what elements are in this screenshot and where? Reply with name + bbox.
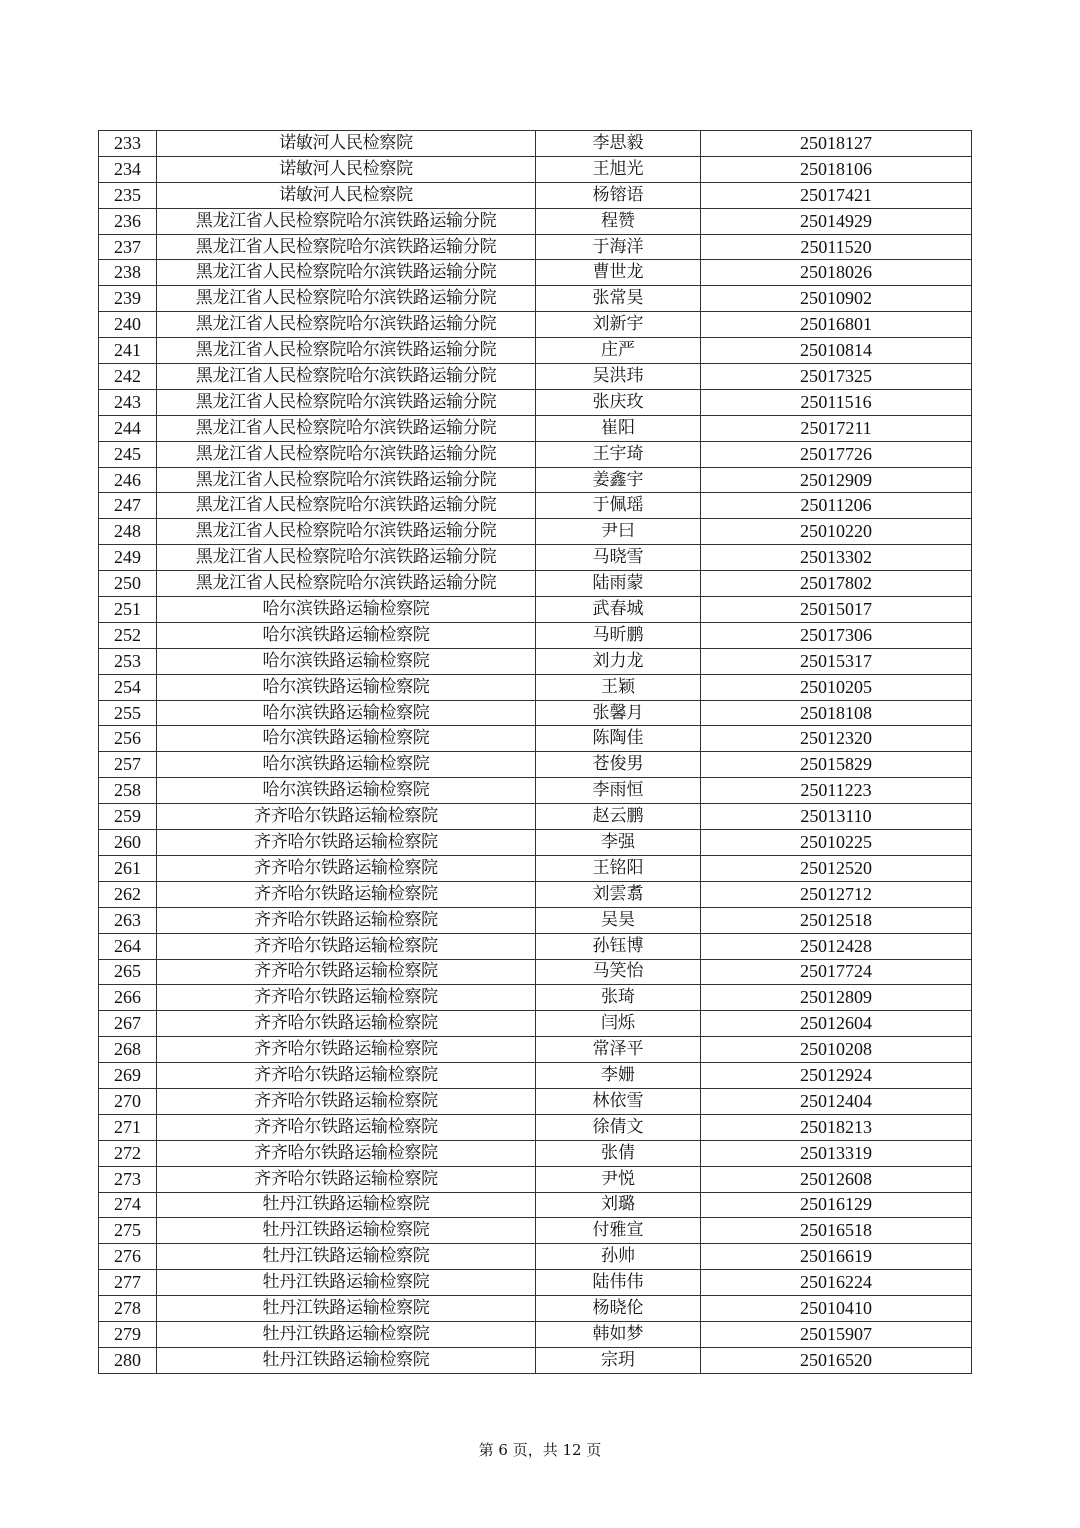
exam-id-cell: 25010208 [701,1037,972,1063]
table-row [99,156,972,182]
unit-cell: 黑龙江省人民检察院哈尔滨铁路运输分院 [157,208,536,234]
exam-id-cell: 25017802 [701,571,972,597]
exam-id-cell: 25017325 [701,364,972,390]
exam-id-cell: 25015017 [701,597,972,623]
unit-cell: 哈尔滨铁路运输检察院 [157,597,536,623]
unit-cell: 黑龙江省人民检察院哈尔滨铁路运输分院 [157,364,536,390]
table-row [99,959,972,985]
table-row [99,648,972,674]
row-number-cell: 247 [99,493,157,519]
name-cell: 常泽平 [536,1037,701,1063]
row-number-cell: 257 [99,752,157,778]
name-cell: 张常昊 [536,286,701,312]
table-row [99,1088,972,1114]
exam-id-cell: 25012809 [701,985,972,1011]
name-cell: 王铭阳 [536,855,701,881]
name-cell: 韩如梦 [536,1321,701,1347]
table-row [99,493,972,519]
exam-id-cell: 25018108 [701,700,972,726]
row-number-cell: 234 [99,156,157,182]
name-cell: 崔阳 [536,415,701,441]
name-cell: 李思毅 [536,131,701,157]
name-cell: 陈陶佳 [536,726,701,752]
row-number-cell: 264 [99,933,157,959]
name-cell: 刘力龙 [536,648,701,674]
name-cell: 曹世龙 [536,260,701,286]
row-number-cell: 246 [99,467,157,493]
row-number-cell: 236 [99,208,157,234]
table-row [99,389,972,415]
unit-cell: 哈尔滨铁路运输检察院 [157,648,536,674]
row-number-cell: 242 [99,364,157,390]
name-cell: 马晓雪 [536,545,701,571]
row-number-cell: 254 [99,674,157,700]
exam-id-cell: 25018026 [701,260,972,286]
unit-cell: 齐齐哈尔铁路运输检察院 [157,959,536,985]
exam-id-cell: 25011223 [701,778,972,804]
row-number-cell: 263 [99,907,157,933]
unit-cell: 黑龙江省人民检察院哈尔滨铁路运输分院 [157,286,536,312]
table-body [99,131,972,1374]
row-number-cell: 261 [99,855,157,881]
exam-id-cell: 25012518 [701,907,972,933]
exam-id-cell: 25012909 [701,467,972,493]
row-number-cell: 237 [99,234,157,260]
name-cell: 武春城 [536,597,701,623]
name-cell: 付雅宣 [536,1218,701,1244]
row-number-cell: 233 [99,131,157,157]
row-number-cell: 256 [99,726,157,752]
unit-cell: 诺敏河人民检察院 [157,156,536,182]
exam-id-cell: 25018213 [701,1114,972,1140]
row-number-cell: 273 [99,1166,157,1192]
name-cell: 刘雲翥 [536,881,701,907]
row-number-cell: 274 [99,1192,157,1218]
name-cell: 张庆玫 [536,389,701,415]
name-cell: 杨晓伦 [536,1296,701,1322]
name-cell: 王旭光 [536,156,701,182]
name-cell: 刘新宇 [536,312,701,338]
table-row [99,1011,972,1037]
exam-id-cell: 25017306 [701,622,972,648]
table-row [99,467,972,493]
table-row [99,260,972,286]
table-row [99,804,972,830]
name-cell: 尹曰 [536,519,701,545]
exam-id-cell: 25012320 [701,726,972,752]
name-cell: 程赞 [536,208,701,234]
exam-id-cell: 25011516 [701,389,972,415]
row-number-cell: 251 [99,597,157,623]
exam-id-cell: 25011206 [701,493,972,519]
exam-id-cell: 25016520 [701,1347,972,1373]
row-number-cell: 249 [99,545,157,571]
table-row [99,1063,972,1089]
row-number-cell: 265 [99,959,157,985]
name-cell: 宗玥 [536,1347,701,1373]
exam-id-cell: 25015317 [701,648,972,674]
exam-id-cell: 25012404 [701,1088,972,1114]
name-cell: 苍俊男 [536,752,701,778]
exam-id-cell: 25017724 [701,959,972,985]
exam-id-cell: 25013110 [701,804,972,830]
name-cell: 闫烁 [536,1011,701,1037]
unit-cell: 黑龙江省人民检察院哈尔滨铁路运输分院 [157,389,536,415]
row-number-cell: 267 [99,1011,157,1037]
row-number-cell: 245 [99,441,157,467]
unit-cell: 齐齐哈尔铁路运输检察院 [157,1011,536,1037]
unit-cell: 牡丹江铁路运输检察院 [157,1321,536,1347]
row-number-cell: 272 [99,1140,157,1166]
exam-id-cell: 25018106 [701,156,972,182]
table-row [99,545,972,571]
name-cell: 张倩 [536,1140,701,1166]
row-number-cell: 240 [99,312,157,338]
exam-id-cell: 25012604 [701,1011,972,1037]
unit-cell: 齐齐哈尔铁路运输检察院 [157,1037,536,1063]
unit-cell: 齐齐哈尔铁路运输检察院 [157,933,536,959]
row-number-cell: 244 [99,415,157,441]
name-cell: 庄严 [536,338,701,364]
row-number-cell: 250 [99,571,157,597]
unit-cell: 牡丹江铁路运输检察院 [157,1270,536,1296]
unit-cell: 齐齐哈尔铁路运输检察院 [157,1114,536,1140]
unit-cell: 哈尔滨铁路运输检察院 [157,700,536,726]
table-row [99,830,972,856]
table-row [99,907,972,933]
name-cell: 尹悦 [536,1166,701,1192]
exam-id-cell: 25011520 [701,234,972,260]
exam-id-cell: 25012428 [701,933,972,959]
unit-cell: 牡丹江铁路运输检察院 [157,1296,536,1322]
unit-cell: 哈尔滨铁路运输检察院 [157,674,536,700]
exam-id-cell: 25010225 [701,830,972,856]
unit-cell: 牡丹江铁路运输检察院 [157,1347,536,1373]
row-number-cell: 270 [99,1088,157,1114]
table-row [99,1347,972,1373]
page-footer: 第 6 页，共 12 页 [478,1441,602,1459]
table-row [99,1192,972,1218]
row-number-cell: 271 [99,1114,157,1140]
name-cell: 吴昊 [536,907,701,933]
table-row [99,131,972,157]
table-row [99,338,972,364]
name-cell: 李姗 [536,1063,701,1089]
table-row [99,312,972,338]
unit-cell: 牡丹江铁路运输检察院 [157,1218,536,1244]
row-number-cell: 278 [99,1296,157,1322]
table-row [99,234,972,260]
unit-cell: 诺敏河人民检察院 [157,131,536,157]
unit-cell: 齐齐哈尔铁路运输检察院 [157,1140,536,1166]
exam-id-cell: 25010410 [701,1296,972,1322]
exam-id-cell: 25012712 [701,881,972,907]
name-cell: 马昕鹏 [536,622,701,648]
unit-cell: 齐齐哈尔铁路运输检察院 [157,881,536,907]
name-cell: 孙帅 [536,1244,701,1270]
table-row [99,674,972,700]
row-number-cell: 262 [99,881,157,907]
name-cell: 马笑怡 [536,959,701,985]
name-cell: 刘璐 [536,1192,701,1218]
table-row [99,985,972,1011]
unit-cell: 齐齐哈尔铁路运输检察院 [157,907,536,933]
row-number-cell: 279 [99,1321,157,1347]
name-cell: 王颖 [536,674,701,700]
table-row [99,571,972,597]
exam-id-cell: 25016224 [701,1270,972,1296]
row-number-cell: 238 [99,260,157,286]
exam-id-cell: 25010902 [701,286,972,312]
unit-cell: 齐齐哈尔铁路运输检察院 [157,985,536,1011]
row-number-cell: 276 [99,1244,157,1270]
unit-cell: 哈尔滨铁路运输检察院 [157,622,536,648]
candidate-table [98,130,972,1374]
table-row [99,1218,972,1244]
row-number-cell: 252 [99,622,157,648]
table-row [99,1270,972,1296]
table-row [99,1296,972,1322]
name-cell: 陆伟伟 [536,1270,701,1296]
unit-cell: 黑龙江省人民检察院哈尔滨铁路运输分院 [157,467,536,493]
row-number-cell: 277 [99,1270,157,1296]
name-cell: 吴洪玮 [536,364,701,390]
name-cell: 于佩瑶 [536,493,701,519]
exam-id-cell: 25017421 [701,182,972,208]
row-number-cell: 243 [99,389,157,415]
exam-id-cell: 25014929 [701,208,972,234]
table-row [99,364,972,390]
table-row [99,1321,972,1347]
exam-id-cell: 25016518 [701,1218,972,1244]
row-number-cell: 258 [99,778,157,804]
name-cell: 王宇琦 [536,441,701,467]
row-number-cell: 253 [99,648,157,674]
name-cell: 陆雨蒙 [536,571,701,597]
exam-id-cell: 25015907 [701,1321,972,1347]
table-row [99,1166,972,1192]
unit-cell: 哈尔滨铁路运输检察院 [157,726,536,752]
exam-id-cell: 25010814 [701,338,972,364]
unit-cell: 黑龙江省人民检察院哈尔滨铁路运输分院 [157,312,536,338]
unit-cell: 齐齐哈尔铁路运输检察院 [157,1063,536,1089]
row-number-cell: 260 [99,830,157,856]
table-row [99,519,972,545]
row-number-cell: 248 [99,519,157,545]
unit-cell: 哈尔滨铁路运输检察院 [157,752,536,778]
table-row [99,1037,972,1063]
exam-id-cell: 25015829 [701,752,972,778]
table-row [99,752,972,778]
name-cell: 赵云鹏 [536,804,701,830]
row-number-cell: 235 [99,182,157,208]
row-number-cell: 268 [99,1037,157,1063]
name-cell: 李雨恒 [536,778,701,804]
row-number-cell: 280 [99,1347,157,1373]
name-cell: 徐倩文 [536,1114,701,1140]
exam-id-cell: 25013302 [701,545,972,571]
exam-id-cell: 25010220 [701,519,972,545]
name-cell: 李强 [536,830,701,856]
row-number-cell: 266 [99,985,157,1011]
unit-cell: 齐齐哈尔铁路运输检察院 [157,1088,536,1114]
name-cell: 林依雪 [536,1088,701,1114]
exam-id-cell: 25012520 [701,855,972,881]
table-row [99,208,972,234]
unit-cell: 黑龙江省人民检察院哈尔滨铁路运输分院 [157,441,536,467]
unit-cell: 齐齐哈尔铁路运输检察院 [157,804,536,830]
name-cell: 于海洋 [536,234,701,260]
unit-cell: 齐齐哈尔铁路运输检察院 [157,830,536,856]
table-row [99,855,972,881]
exam-id-cell: 25013319 [701,1140,972,1166]
table-row [99,1114,972,1140]
table-row [99,700,972,726]
table-row [99,1140,972,1166]
name-cell: 张馨月 [536,700,701,726]
table-row [99,881,972,907]
row-number-cell: 255 [99,700,157,726]
name-cell: 姜鑫宇 [536,467,701,493]
table-row [99,441,972,467]
exam-id-cell: 25012924 [701,1063,972,1089]
table-row [99,726,972,752]
exam-id-cell: 25018127 [701,131,972,157]
exam-id-cell: 25016619 [701,1244,972,1270]
row-number-cell: 241 [99,338,157,364]
table-row [99,597,972,623]
table-row [99,415,972,441]
exam-id-cell: 25017726 [701,441,972,467]
unit-cell: 黑龙江省人民检察院哈尔滨铁路运输分院 [157,338,536,364]
unit-cell: 牡丹江铁路运输检察院 [157,1192,536,1218]
exam-id-cell: 25016129 [701,1192,972,1218]
unit-cell: 黑龙江省人民检察院哈尔滨铁路运输分院 [157,260,536,286]
unit-cell: 黑龙江省人民检察院哈尔滨铁路运输分院 [157,571,536,597]
table-row [99,933,972,959]
unit-cell: 黑龙江省人民检察院哈尔滨铁路运输分院 [157,519,536,545]
unit-cell: 黑龙江省人民检察院哈尔滨铁路运输分院 [157,493,536,519]
unit-cell: 牡丹江铁路运输检察院 [157,1244,536,1270]
unit-cell: 齐齐哈尔铁路运输检察院 [157,1166,536,1192]
unit-cell: 齐齐哈尔铁路运输检察院 [157,855,536,881]
table-row [99,778,972,804]
name-cell: 张琦 [536,985,701,1011]
row-number-cell: 239 [99,286,157,312]
row-number-cell: 269 [99,1063,157,1089]
row-number-cell: 259 [99,804,157,830]
unit-cell: 黑龙江省人民检察院哈尔滨铁路运输分院 [157,415,536,441]
name-cell: 杨镕语 [536,182,701,208]
unit-cell: 哈尔滨铁路运输检察院 [157,778,536,804]
exam-id-cell: 25010205 [701,674,972,700]
row-number-cell: 275 [99,1218,157,1244]
table-row [99,1244,972,1270]
exam-id-cell: 25012608 [701,1166,972,1192]
exam-id-cell: 25017211 [701,415,972,441]
unit-cell: 黑龙江省人民检察院哈尔滨铁路运输分院 [157,234,536,260]
unit-cell: 诺敏河人民检察院 [157,182,536,208]
table-row [99,622,972,648]
unit-cell: 黑龙江省人民检察院哈尔滨铁路运输分院 [157,545,536,571]
exam-id-cell: 25016801 [701,312,972,338]
table-row [99,286,972,312]
table-row [99,182,972,208]
name-cell: 孙钰博 [536,933,701,959]
